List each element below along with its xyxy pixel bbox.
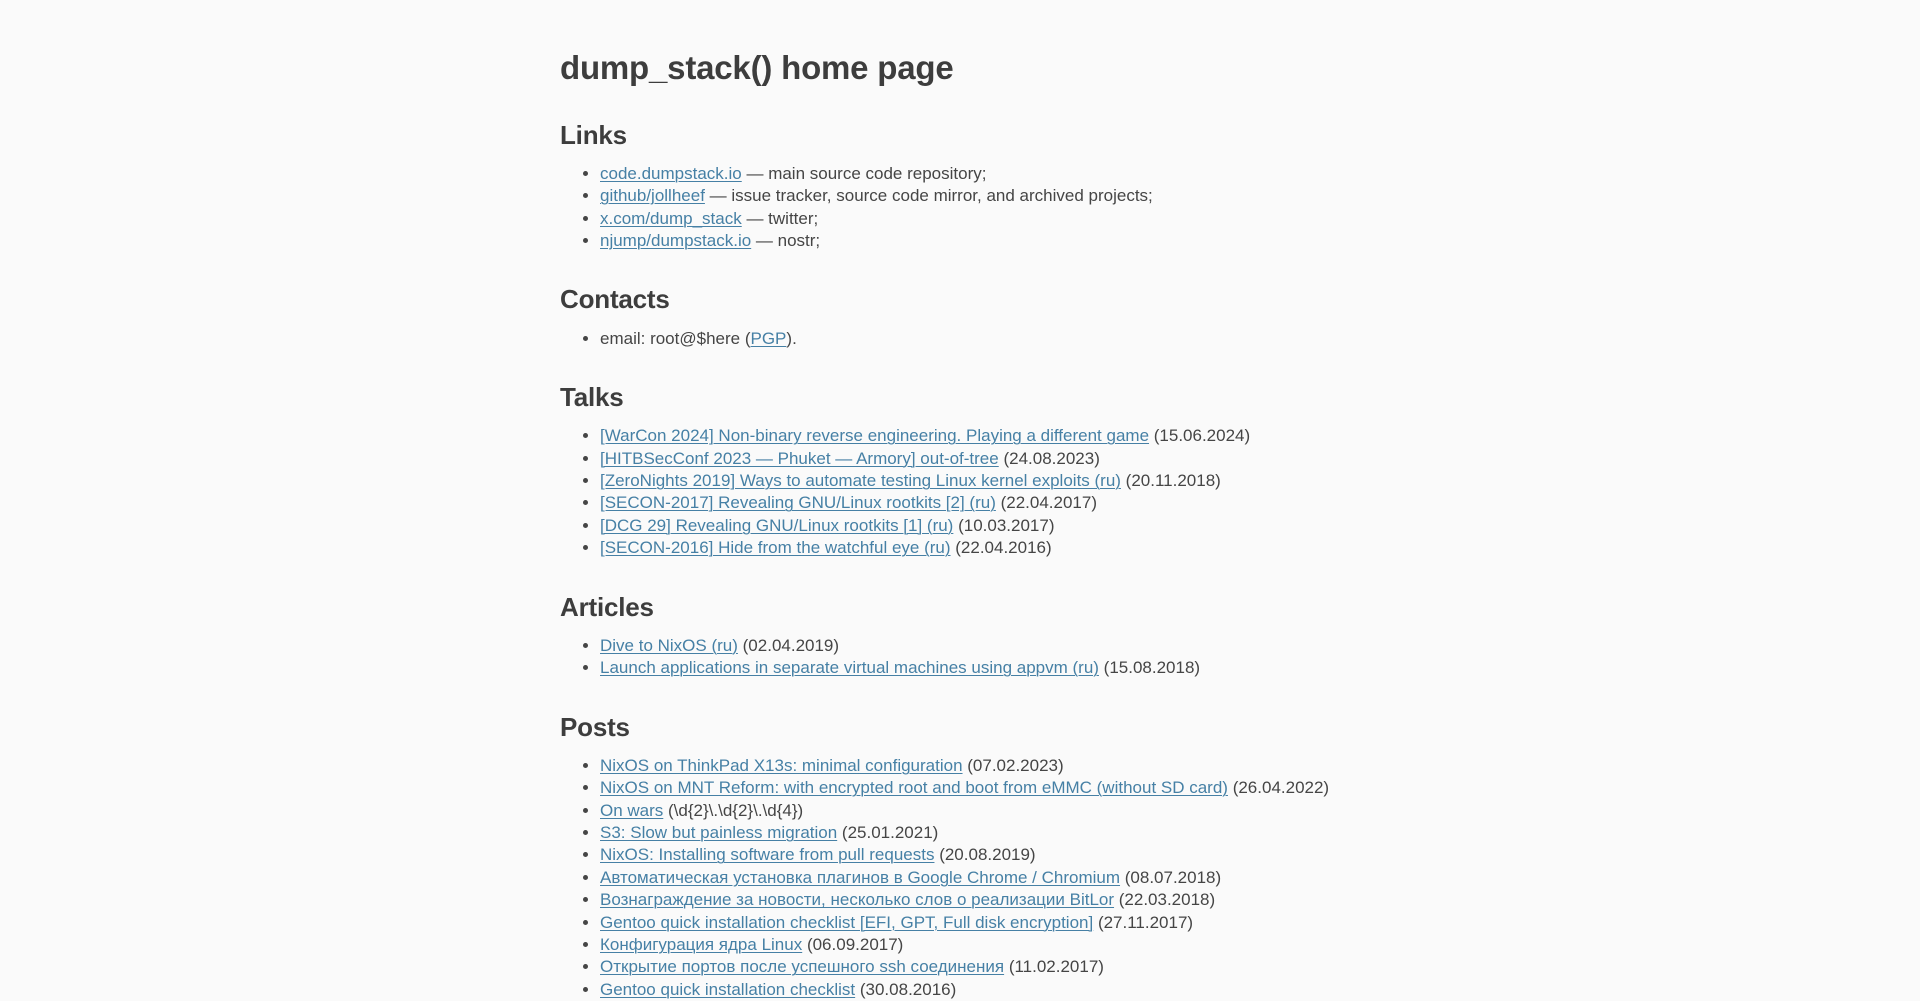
item-link[interactable]: PGP: [750, 328, 787, 348]
section-list: [560, 635, 1360, 680]
list-item: [600, 328, 1360, 350]
list-item: [600, 163, 1360, 185]
item-link[interactable]: Launch applications in separate virtual machines using appvm (ru): [600, 658, 1099, 678]
item-suffix-text: (06.09.2017): [802, 935, 904, 955]
section-heading: Contacts: [560, 284, 670, 315]
list-item: [600, 822, 1360, 844]
item-suffix-text: (22.04.2016): [950, 538, 1052, 558]
item-link[interactable]: x.com/dump_stack: [600, 208, 742, 228]
list-item: [600, 956, 1360, 978]
item-link[interactable]: github/jollheef: [600, 186, 705, 206]
section-list: [560, 425, 1360, 559]
item-suffix-text: (20.11.2018): [1120, 471, 1221, 490]
item-suffix-text: (15.06.2024): [1149, 426, 1251, 446]
list-item: [600, 979, 1360, 1001]
list-item: [600, 844, 1360, 866]
list-item: [600, 537, 1360, 559]
list-item: [600, 889, 1360, 911]
item-suffix-text: (24.08.2023): [998, 448, 1100, 468]
section-heading: Links: [560, 119, 627, 150]
item-suffix-text: (15.08.2018): [1098, 658, 1201, 678]
section-list: [560, 163, 1360, 253]
item-suffix-text: (22.03.2018): [1114, 890, 1216, 910]
item-suffix-text: (22.04.2017): [995, 493, 1098, 513]
item-link[interactable]: Вознаграждение за новости, несколько слов о реализации BitLor: [600, 890, 1115, 910]
item-prefix-text: email: root@$here (: [600, 328, 751, 348]
item-link[interactable]: Gentoo quick installation checklist: [600, 979, 856, 999]
section: [560, 120, 1360, 253]
item-suffix-text: (07.02.2023): [962, 755, 1064, 775]
item-suffix-text: (27.11.2017): [1093, 912, 1194, 932]
list-item: [600, 515, 1360, 537]
section-heading: Articles: [560, 591, 654, 622]
sections-container: [560, 120, 1360, 1001]
list-item: [600, 185, 1360, 207]
item-link[interactable]: Открытие портов после успешного ssh соединения: [600, 957, 1005, 977]
item-link[interactable]: Автоматическая установка плагинов в Google Chrome / Chromium: [600, 867, 1121, 887]
item-link[interactable]: [ZeroNights 2019] Ways to automate testing Linux kernel exploits (ru): [600, 471, 1121, 490]
item-suffix-text: (25.01.2021): [837, 823, 939, 843]
item-link[interactable]: Dive to NixOS (ru): [600, 635, 738, 655]
list-item: [600, 470, 1360, 492]
item-suffix-text: — issue tracker, source code mirror, and archived projects;: [704, 186, 1153, 206]
item-link[interactable]: [SECON-2017] Revealing GNU/Linux rootkits [2] (ru): [600, 493, 996, 513]
section: [560, 382, 1360, 560]
item-suffix-text: — twitter;: [741, 208, 819, 228]
section-heading: Posts: [560, 711, 630, 742]
page-content: [560, 0, 1360, 1001]
item-suffix-text: (20.08.2019): [934, 845, 1036, 865]
item-suffix-text: (08.07.2018): [1120, 867, 1222, 887]
item-link[interactable]: On wars: [600, 800, 664, 820]
list-item: [600, 425, 1360, 447]
list-item: [600, 635, 1360, 657]
item-suffix-text: (10.03.2017): [953, 515, 1055, 535]
item-link[interactable]: [SECON-2016] Hide from the watchful eye (ru): [600, 538, 951, 558]
item-suffix-text: (02.04.2019): [737, 635, 840, 655]
item-link[interactable]: njump/dumpstack.io: [600, 231, 752, 250]
item-link[interactable]: Конфигурация ядра Linux: [600, 935, 803, 955]
page-title: dump_stack() home page: [560, 49, 954, 86]
list-item: [600, 230, 1360, 252]
item-link[interactable]: [HITBSecConf 2023 — Phuket — Armory] out-of-tree: [600, 448, 999, 468]
item-suffix-text: (\d{2}\.\d{2}\.\d{4}): [663, 800, 804, 820]
item-link[interactable]: Gentoo quick installation checklist [EFI, GPT, Full disk encryption]: [600, 912, 1094, 932]
item-link[interactable]: NixOS on ThinkPad X13s: minimal configuration: [600, 755, 963, 775]
list-item: [600, 800, 1360, 822]
list-item: [600, 934, 1360, 956]
list-item: [600, 867, 1360, 889]
section-list: [560, 328, 1360, 350]
item-link[interactable]: code.dumpstack.io: [600, 163, 742, 183]
section: [560, 592, 1360, 680]
list-item: [600, 448, 1360, 470]
section: [560, 284, 1360, 350]
section: [560, 712, 1360, 1001]
section-heading: Talks: [560, 382, 624, 412]
item-suffix-text: (26.04.2022): [1227, 778, 1330, 798]
item-link[interactable]: [WarCon 2024] Non-binary reverse engineering. Playing a different game: [600, 426, 1150, 446]
list-item: [600, 657, 1360, 679]
list-item: [600, 208, 1360, 230]
item-suffix-text: (11.02.2017): [1004, 957, 1104, 977]
list-item: [600, 755, 1360, 777]
list-item: [600, 492, 1360, 514]
section-list: [560, 755, 1360, 1001]
list-item: [600, 777, 1360, 799]
item-link[interactable]: NixOS on MNT Reform: with encrypted root and boot from eMMC (without SD card): [600, 778, 1228, 798]
item-suffix-text: — main source code repository;: [741, 163, 987, 183]
item-link[interactable]: S3: Slow but painless migration: [600, 823, 838, 843]
item-link[interactable]: [DCG 29] Revealing GNU/Linux rootkits [1] (ru): [600, 515, 954, 535]
item-suffix-text: — nostr;: [751, 231, 821, 250]
list-item: [600, 912, 1360, 934]
item-suffix-text: (30.08.2016): [855, 979, 957, 999]
item-link[interactable]: NixOS: Installing software from pull requests: [600, 845, 935, 865]
item-suffix-text: ).: [786, 328, 797, 348]
